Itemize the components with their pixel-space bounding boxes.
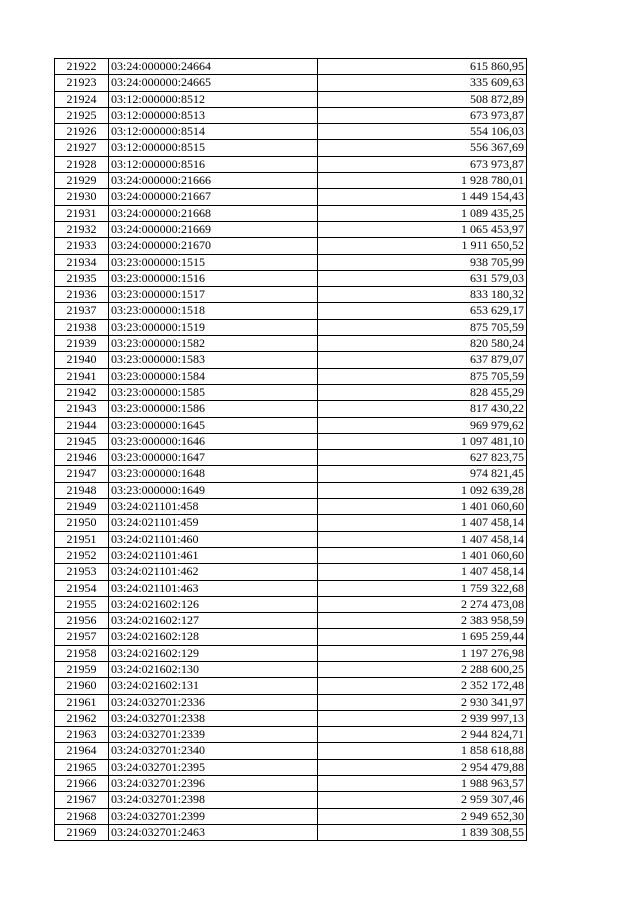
cadastral-number-cell: 03:24:021101:458 — [109, 499, 318, 515]
row-number-cell: 21932 — [55, 221, 109, 237]
row-number-cell: 21942 — [55, 384, 109, 400]
table-row — [55, 156, 527, 172]
row-number-cell: 21950 — [55, 515, 109, 531]
row-number-cell: 21965 — [55, 759, 109, 775]
row-number-cell: 21968 — [55, 808, 109, 824]
table-row — [55, 759, 527, 775]
row-number-cell: 21951 — [55, 531, 109, 547]
cadastral-value-cell: 556 367,69 — [318, 140, 527, 156]
table-row — [55, 303, 527, 319]
table-row — [55, 743, 527, 759]
cadastral-value-cell: 1 695 259,44 — [318, 629, 527, 645]
table-row — [55, 205, 527, 221]
cadastral-number-cell: 03:24:000000:24665 — [109, 75, 318, 91]
cadastral-number-cell: 03:24:021602:130 — [109, 661, 318, 677]
row-number-cell: 21935 — [55, 270, 109, 286]
table-row — [55, 727, 527, 743]
cadastral-value-cell: 1 097 481,10 — [318, 433, 527, 449]
cadastral-number-cell: 03:23:000000:1584 — [109, 368, 318, 384]
cadastral-number-cell: 03:24:032701:2336 — [109, 694, 318, 710]
table-row — [55, 433, 527, 449]
table-row — [55, 368, 527, 384]
table-row — [55, 645, 527, 661]
cadastral-number-cell: 03:24:032701:2338 — [109, 710, 318, 726]
row-number-cell: 21963 — [55, 727, 109, 743]
cadastral-value-cell: 627 823,75 — [318, 450, 527, 466]
cadastral-number-cell: 03:23:000000:1582 — [109, 336, 318, 352]
cadastral-number-cell: 03:23:000000:1583 — [109, 352, 318, 368]
cadastral-value-cell: 631 579,03 — [318, 270, 527, 286]
table-row — [55, 336, 527, 352]
cadastral-number-cell: 03:24:032701:2339 — [109, 727, 318, 743]
row-number-cell: 21961 — [55, 694, 109, 710]
row-number-cell: 21936 — [55, 287, 109, 303]
cadastral-value-cell: 1 407 458,14 — [318, 515, 527, 531]
row-number-cell: 21967 — [55, 792, 109, 808]
row-number-cell: 21960 — [55, 678, 109, 694]
table-row — [55, 661, 527, 677]
cadastral-value-cell: 974 821,45 — [318, 466, 527, 482]
row-number-cell: 21926 — [55, 124, 109, 140]
table-row — [55, 792, 527, 808]
cadastral-number-cell: 03:23:000000:1586 — [109, 401, 318, 417]
cadastral-value-cell: 2 949 652,30 — [318, 808, 527, 824]
cadastral-number-cell: 03:24:032701:2399 — [109, 808, 318, 824]
cadastral-number-cell: 03:24:032701:2396 — [109, 776, 318, 792]
cadastral-value-cell: 653 629,17 — [318, 303, 527, 319]
row-number-cell: 21947 — [55, 466, 109, 482]
cadastral-value-cell: 1 858 618,88 — [318, 743, 527, 759]
cadastral-number-cell: 03:23:000000:1585 — [109, 384, 318, 400]
cadastral-number-cell: 03:24:021101:459 — [109, 515, 318, 531]
cadastral-value-cell: 969 979,62 — [318, 417, 527, 433]
row-number-cell: 21938 — [55, 319, 109, 335]
cadastral-number-cell: 03:24:032701:2463 — [109, 824, 318, 840]
cadastral-value-cell: 1 407 458,14 — [318, 531, 527, 547]
row-number-cell: 21958 — [55, 645, 109, 661]
cadastral-value-cell: 1 928 780,01 — [318, 173, 527, 189]
row-number-cell: 21959 — [55, 661, 109, 677]
cadastral-value-table — [54, 58, 527, 841]
cadastral-number-cell: 03:23:000000:1519 — [109, 319, 318, 335]
table-row — [55, 319, 527, 335]
cadastral-value-cell: 1 089 435,25 — [318, 205, 527, 221]
table-row — [55, 140, 527, 156]
table-row — [55, 515, 527, 531]
table-row — [55, 678, 527, 694]
cadastral-value-cell: 1 988 963,57 — [318, 776, 527, 792]
table-row — [55, 450, 527, 466]
cadastral-number-cell: 03:23:000000:1517 — [109, 287, 318, 303]
row-number-cell: 21969 — [55, 824, 109, 840]
row-number-cell: 21930 — [55, 189, 109, 205]
row-number-cell: 21927 — [55, 140, 109, 156]
table-row — [55, 75, 527, 91]
cadastral-number-cell: 03:24:000000:21668 — [109, 205, 318, 221]
table-row — [55, 466, 527, 482]
table-row — [55, 107, 527, 123]
cadastral-value-cell: 2 274 473,08 — [318, 596, 527, 612]
row-number-cell: 21934 — [55, 254, 109, 270]
row-number-cell: 21923 — [55, 75, 109, 91]
cadastral-value-cell: 1 407 458,14 — [318, 564, 527, 580]
cadastral-number-cell: 03:24:021101:462 — [109, 564, 318, 580]
cadastral-value-cell: 875 705,59 — [318, 368, 527, 384]
cadastral-number-cell: 03:24:021101:460 — [109, 531, 318, 547]
cadastral-number-cell: 03:24:021602:127 — [109, 613, 318, 629]
cadastral-number-cell: 03:24:032701:2395 — [109, 759, 318, 775]
cadastral-value-cell: 1 092 639,28 — [318, 482, 527, 498]
table-row — [55, 776, 527, 792]
cadastral-value-cell: 817 430,22 — [318, 401, 527, 417]
cadastral-number-cell: 03:24:032701:2340 — [109, 743, 318, 759]
row-number-cell: 21946 — [55, 450, 109, 466]
cadastral-number-cell: 03:24:021101:463 — [109, 580, 318, 596]
cadastral-value-cell: 2 288 600,25 — [318, 661, 527, 677]
cadastral-value-cell: 2 930 341,97 — [318, 694, 527, 710]
row-number-cell: 21922 — [55, 59, 109, 75]
row-number-cell: 21949 — [55, 499, 109, 515]
row-number-cell: 21962 — [55, 710, 109, 726]
cadastral-value-cell: 820 580,24 — [318, 336, 527, 352]
cadastral-value-cell: 2 944 824,71 — [318, 727, 527, 743]
cadastral-number-cell: 03:23:000000:1649 — [109, 482, 318, 498]
table-row — [55, 499, 527, 515]
cadastral-value-cell: 1 911 650,52 — [318, 238, 527, 254]
cadastral-value-cell: 554 106,03 — [318, 124, 527, 140]
row-number-cell: 21966 — [55, 776, 109, 792]
cadastral-value-cell: 2 939 997,13 — [318, 710, 527, 726]
table-body — [55, 59, 527, 841]
cadastral-value-cell: 2 959 307,46 — [318, 792, 527, 808]
cadastral-number-cell: 03:12:000000:8512 — [109, 91, 318, 107]
cadastral-number-cell: 03:24:000000:21670 — [109, 238, 318, 254]
row-number-cell: 21954 — [55, 580, 109, 596]
cadastral-value-cell: 1 401 060,60 — [318, 499, 527, 515]
row-number-cell: 21955 — [55, 596, 109, 612]
row-number-cell: 21941 — [55, 368, 109, 384]
row-number-cell: 21924 — [55, 91, 109, 107]
table-row — [55, 238, 527, 254]
table-row — [55, 710, 527, 726]
cadastral-value-cell: 2 954 479,88 — [318, 759, 527, 775]
row-number-cell: 21945 — [55, 433, 109, 449]
cadastral-value-cell: 833 180,32 — [318, 287, 527, 303]
table-row — [55, 694, 527, 710]
cadastral-value-cell: 1 839 308,55 — [318, 824, 527, 840]
row-number-cell: 21964 — [55, 743, 109, 759]
row-number-cell: 21931 — [55, 205, 109, 221]
row-number-cell: 21943 — [55, 401, 109, 417]
table-row — [55, 189, 527, 205]
row-number-cell: 21944 — [55, 417, 109, 433]
table-row — [55, 531, 527, 547]
row-number-cell: 21940 — [55, 352, 109, 368]
row-number-cell: 21953 — [55, 564, 109, 580]
cadastral-number-cell: 03:24:000000:21669 — [109, 221, 318, 237]
cadastral-value-cell: 2 352 172,48 — [318, 678, 527, 694]
cadastral-number-cell: 03:23:000000:1518 — [109, 303, 318, 319]
table-row — [55, 124, 527, 140]
row-number-cell: 21957 — [55, 629, 109, 645]
cadastral-number-cell: 03:12:000000:8514 — [109, 124, 318, 140]
cadastral-value-cell: 1 759 322,68 — [318, 580, 527, 596]
table-row — [55, 417, 527, 433]
row-number-cell: 21928 — [55, 156, 109, 172]
cadastral-number-cell: 03:24:021101:461 — [109, 547, 318, 563]
cadastral-value-cell: 1 065 453,97 — [318, 221, 527, 237]
row-number-cell: 21933 — [55, 238, 109, 254]
cadastral-value-cell: 1 197 276,98 — [318, 645, 527, 661]
row-number-cell: 21956 — [55, 613, 109, 629]
cadastral-number-cell: 03:23:000000:1647 — [109, 450, 318, 466]
table-row — [55, 564, 527, 580]
table-row — [55, 824, 527, 840]
table-row — [55, 352, 527, 368]
cadastral-number-cell: 03:23:000000:1648 — [109, 466, 318, 482]
cadastral-number-cell: 03:24:032701:2398 — [109, 792, 318, 808]
table-row — [55, 59, 527, 75]
table-row — [55, 221, 527, 237]
cadastral-value-cell: 875 705,59 — [318, 319, 527, 335]
cadastral-number-cell: 03:12:000000:8516 — [109, 156, 318, 172]
cadastral-value-cell: 508 872,89 — [318, 91, 527, 107]
row-number-cell: 21929 — [55, 173, 109, 189]
row-number-cell: 21952 — [55, 547, 109, 563]
cadastral-value-cell: 335 609,63 — [318, 75, 527, 91]
table-row — [55, 482, 527, 498]
cadastral-value-cell: 938 705,99 — [318, 254, 527, 270]
cadastral-number-cell: 03:24:021602:131 — [109, 678, 318, 694]
row-number-cell: 21937 — [55, 303, 109, 319]
table-row — [55, 580, 527, 596]
cadastral-value-cell: 2 383 958,59 — [318, 613, 527, 629]
cadastral-value-cell: 673 973,87 — [318, 107, 527, 123]
cadastral-value-cell: 615 860,95 — [318, 59, 527, 75]
cadastral-number-cell: 03:24:000000:21666 — [109, 173, 318, 189]
cadastral-number-cell: 03:24:000000:21667 — [109, 189, 318, 205]
row-number-cell: 21939 — [55, 336, 109, 352]
table-row — [55, 254, 527, 270]
cadastral-number-cell: 03:12:000000:8515 — [109, 140, 318, 156]
table-row — [55, 91, 527, 107]
table-row — [55, 613, 527, 629]
cadastral-number-cell: 03:24:021602:126 — [109, 596, 318, 612]
table-row — [55, 808, 527, 824]
cadastral-number-cell: 03:24:000000:24664 — [109, 59, 318, 75]
table-row — [55, 629, 527, 645]
table-row — [55, 270, 527, 286]
table-row — [55, 287, 527, 303]
row-number-cell: 21948 — [55, 482, 109, 498]
cadastral-number-cell: 03:23:000000:1645 — [109, 417, 318, 433]
row-number-cell: 21925 — [55, 107, 109, 123]
cadastral-value-cell: 673 973,87 — [318, 156, 527, 172]
cadastral-value-cell: 637 879,07 — [318, 352, 527, 368]
table-row — [55, 547, 527, 563]
table-row — [55, 596, 527, 612]
cadastral-value-cell: 1 401 060,60 — [318, 547, 527, 563]
cadastral-number-cell: 03:23:000000:1515 — [109, 254, 318, 270]
cadastral-number-cell: 03:23:000000:1516 — [109, 270, 318, 286]
cadastral-number-cell: 03:23:000000:1646 — [109, 433, 318, 449]
cadastral-number-cell: 03:12:000000:8513 — [109, 107, 318, 123]
table-row — [55, 384, 527, 400]
cadastral-value-cell: 828 455,29 — [318, 384, 527, 400]
cadastral-number-cell: 03:24:021602:129 — [109, 645, 318, 661]
table-row — [55, 173, 527, 189]
table-row — [55, 401, 527, 417]
cadastral-number-cell: 03:24:021602:128 — [109, 629, 318, 645]
cadastral-value-cell: 1 449 154,43 — [318, 189, 527, 205]
